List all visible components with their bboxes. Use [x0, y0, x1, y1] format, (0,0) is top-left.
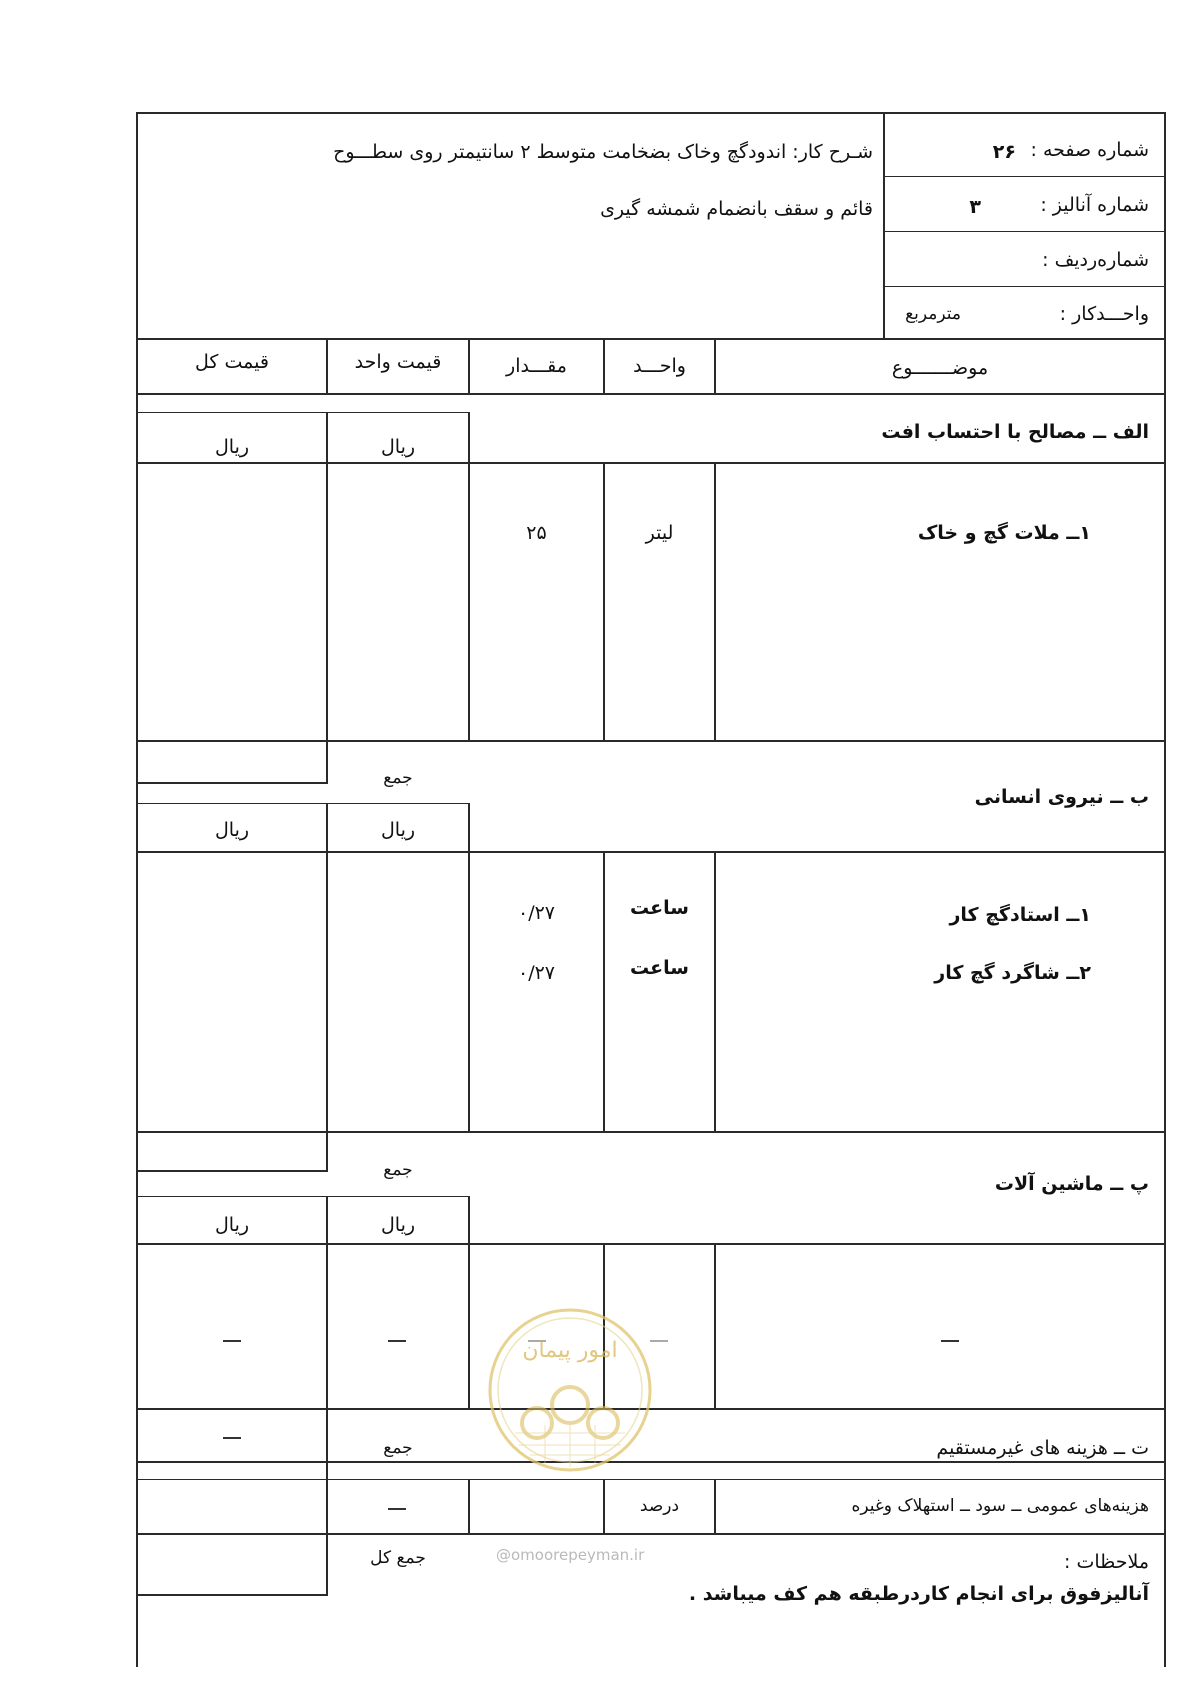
section-materials-title: الف ــ مصالح با احتساب افت — [881, 421, 1149, 443]
notes-label: ملاحظات : — [1064, 1551, 1149, 1573]
column-unit-price: قیمت واحد — [354, 351, 442, 373]
row-number-label: شمارەردیف : — [1042, 249, 1149, 271]
work-description-line-1: شـرح کار: اندودگچ وخاک بضخامت متوسط ۲ سانتیمتر روی سطـــوح — [333, 141, 873, 163]
item-quantity: ۰/۲۷ — [517, 902, 556, 924]
currency-total: ریال — [214, 1214, 250, 1236]
currency-total: ریال — [214, 819, 250, 841]
item-quantity: ۰/۲۷ — [517, 962, 556, 984]
seal-logo-icon — [485, 1305, 655, 1475]
column-quantity: مقـــدار — [506, 355, 567, 377]
currency-unit-price: ریال — [380, 819, 416, 841]
section-materials-sum-label: جمع — [383, 768, 413, 788]
currency-unit-price: ریال — [380, 436, 416, 458]
item-unit: ساعت — [630, 957, 689, 979]
page-number-label: شماره صفحه : — [1030, 139, 1149, 161]
note-text: آنالیزفوق برای انجام کاردرطبقه هم کف میباشد . — [688, 1583, 1149, 1605]
overhead-percent-label: درصد — [639, 1496, 680, 1516]
seal-text: امور پیمان — [522, 1338, 618, 1363]
overhead-label: هزینه‌های عمومی ــ سود ــ استهلاک وغیره — [851, 1496, 1149, 1516]
empty-unit-price-dash — [388, 1340, 406, 1342]
currency-total: ریال — [214, 436, 250, 458]
section-machinery-sum-label: جمع — [383, 1438, 413, 1458]
item-quantity: ۲۵ — [526, 522, 547, 544]
currency-unit-price: ریال — [380, 1214, 416, 1236]
item-label: ۲ــ شاگرد گچ کار — [934, 962, 1091, 984]
item-label: ۱ــ استادگچ کار — [949, 904, 1091, 926]
empty-subject-dash — [941, 1340, 959, 1342]
analysis-number-label: شماره آنالیز : — [1040, 194, 1149, 216]
section-machinery-title: پ ــ ماشین آلات — [994, 1173, 1149, 1195]
section-indirect-costs-title: ت ــ هزینه های غیرمستقیم — [936, 1437, 1149, 1459]
work-unit-label: واحـــدکار : — [1059, 303, 1149, 325]
page-number-value: ۲۶ — [992, 141, 1016, 163]
section-labor-title: ب ــ نیروی انسانی — [974, 786, 1149, 808]
section-labor-sum-label: جمع — [383, 1160, 413, 1180]
grand-total-label: جمع کل — [370, 1548, 426, 1568]
item-unit: لیتر — [645, 522, 674, 544]
column-total-price: قیمت کل — [195, 351, 269, 373]
analysis-number-value: ۳ — [969, 196, 981, 218]
work-unit-value: مترمربع — [905, 304, 961, 324]
machinery-sum-dash — [223, 1437, 241, 1439]
item-unit: ساعت — [630, 897, 689, 919]
item-label: ۱ــ ملات گچ و خاک — [917, 522, 1091, 544]
empty-total-dash — [223, 1340, 241, 1342]
column-unit: واحـــد — [633, 355, 686, 377]
overhead-value-dash — [388, 1508, 406, 1510]
work-description-line-2: قائم و سقف بانضمام شمشه گیری — [600, 198, 873, 220]
column-subject: موضـــــــوع — [891, 357, 989, 379]
watermark: @omoorepeyman.ir — [496, 1546, 645, 1564]
